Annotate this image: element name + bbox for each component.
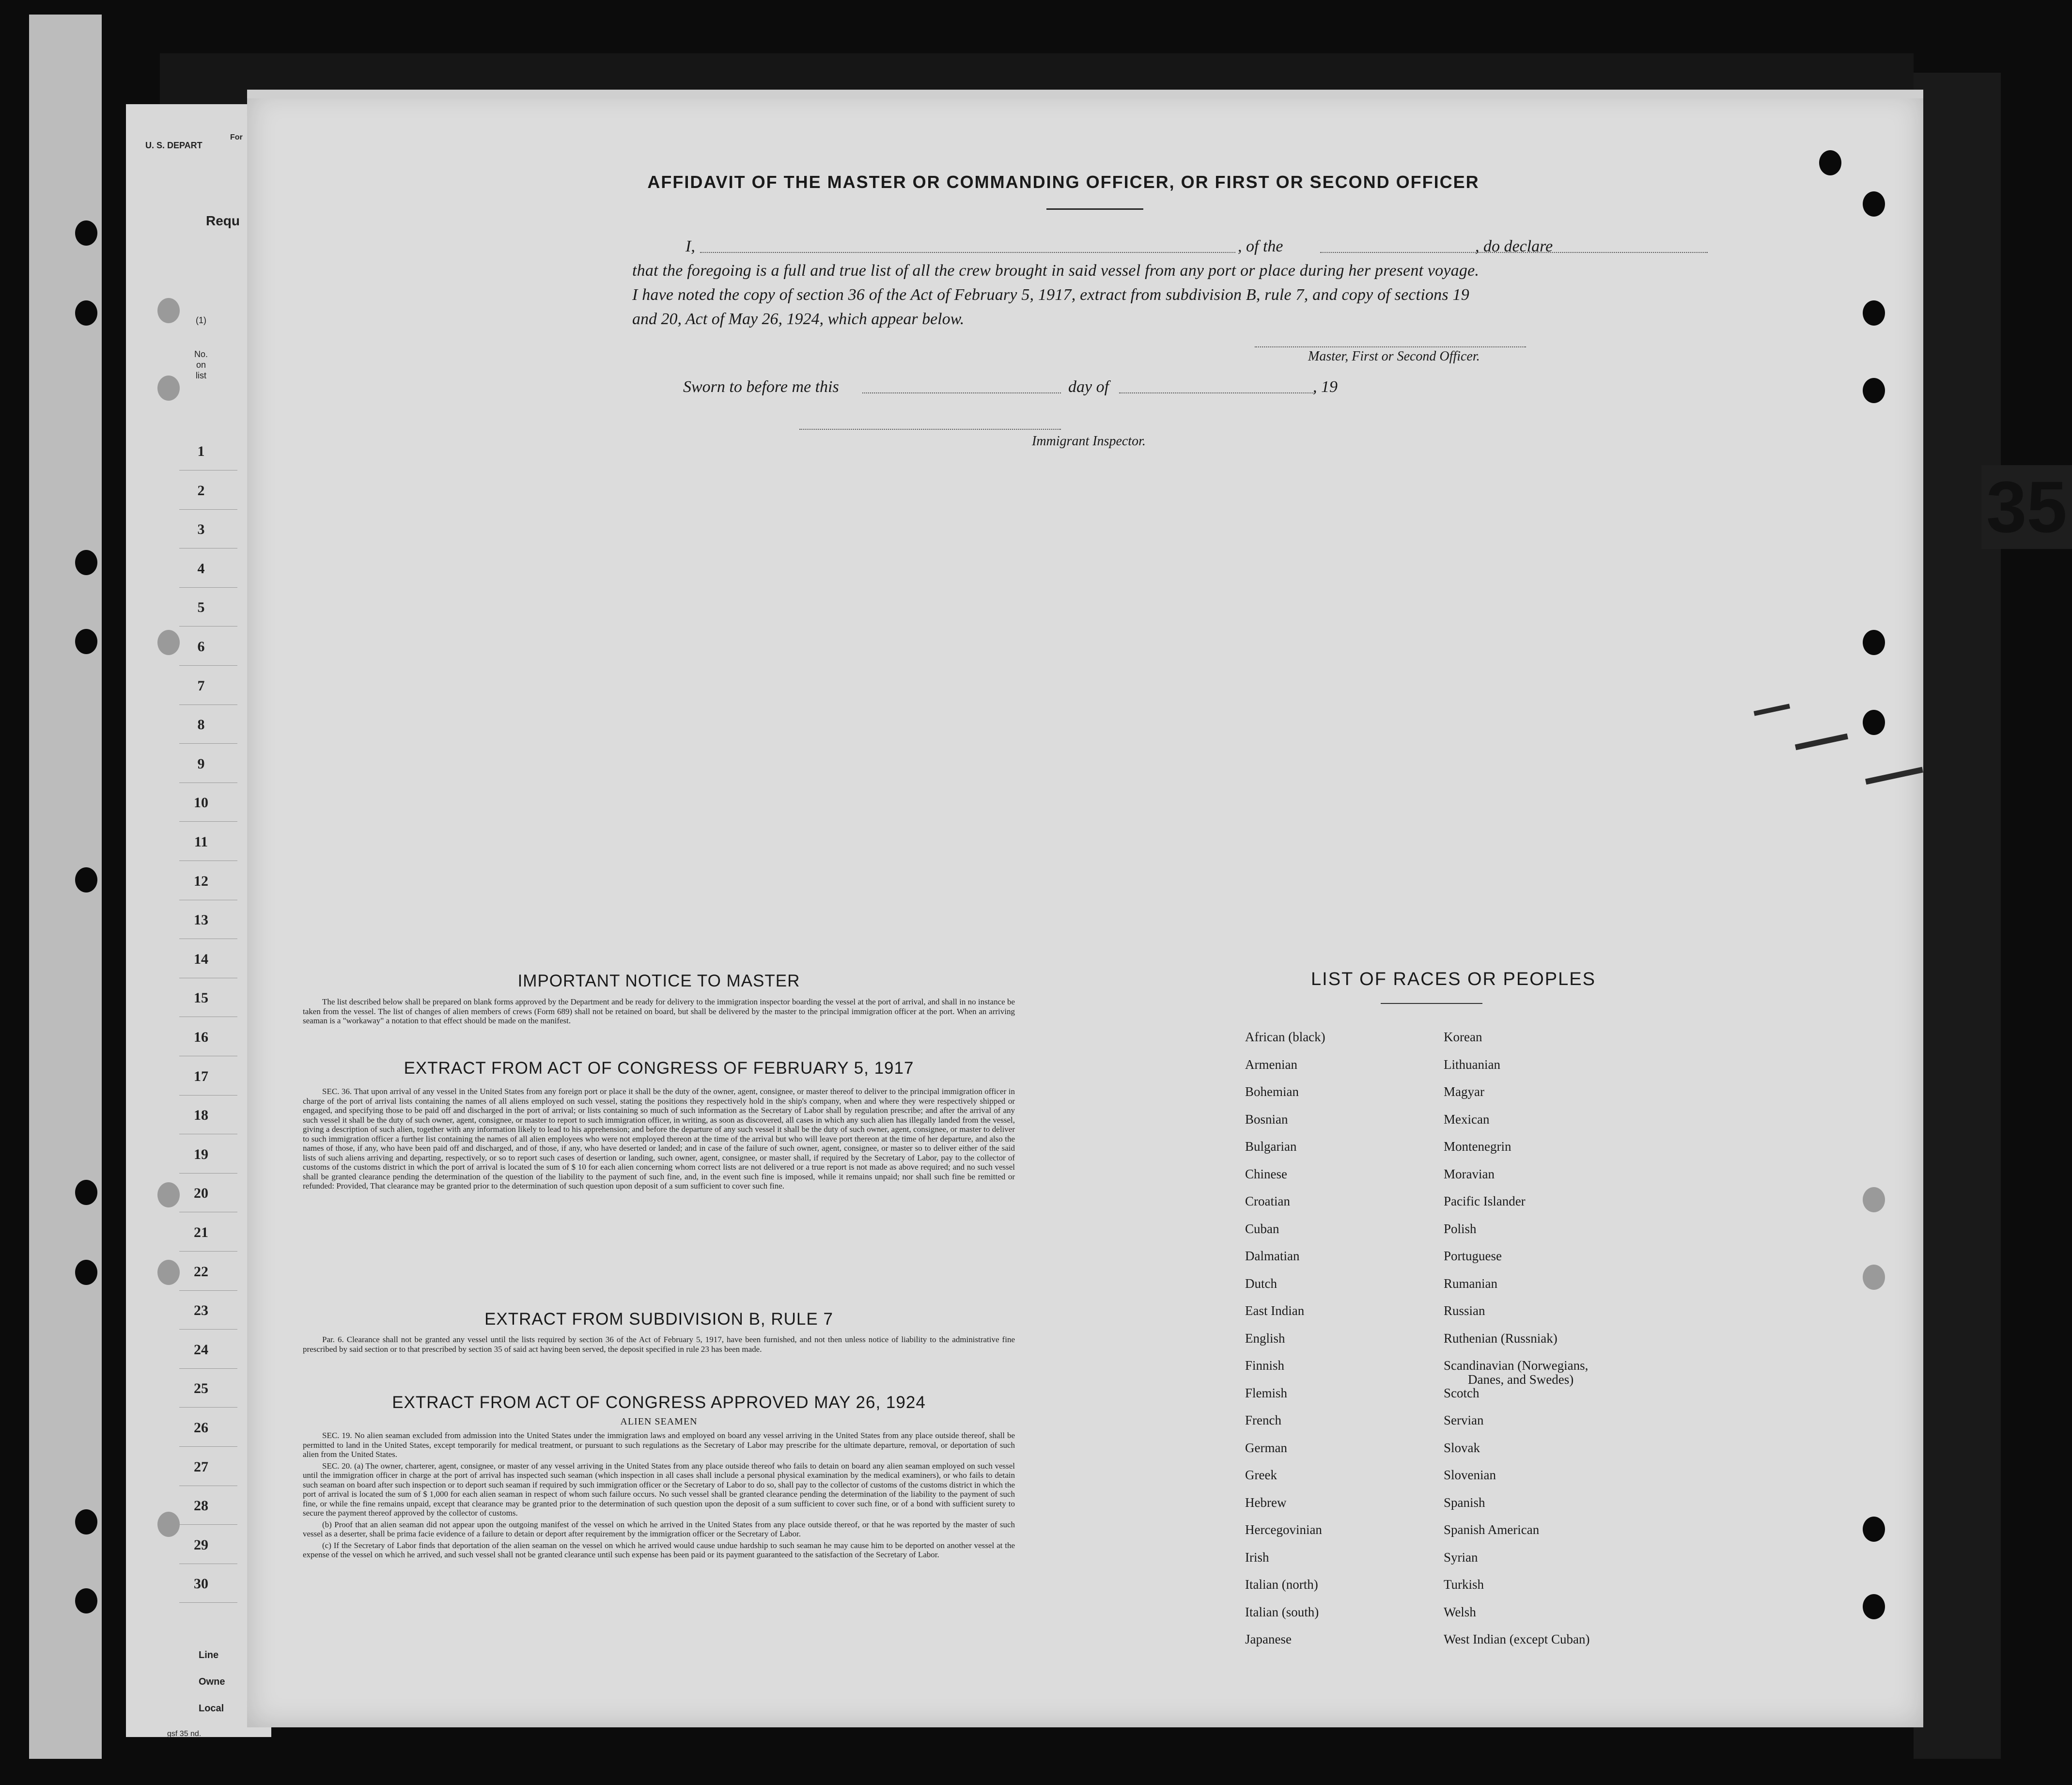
underlay-row-number: 8 bbox=[197, 717, 205, 733]
extract-1924-paragraph: SEC. 20. (a) The owner, charterer, agent, consignee, or master of any vessel arriving in the United States from any place outside thereof who fails to detain on board any alien seaman employed on such vessel until the immigration officer in charge at the port of arrival has inspected such seaman (which inspection in all cases shall include a personal physical examination by the medical examiners), or who fails to detain such seaman on board after such inspection or to deport such seaman if required by such immigration officer or the Secretary of Labor to do so, shall pay to the collector of customs of the customs district in which the port of arrival is located the sum of $ 1,000 for each alien seaman in respect of whom such failure occurs. No such vessel shall be granted clearance pending the determination of the liability to the payment of such fine, or while the fine remains unpaid, except that clearance may be granted prior to the determination of such question upon the deposit of a sum sufficient to cover such fine, or of a bond with sufficient surety to secure the payment thereof approved by the collector of customs. bbox=[303, 1461, 1015, 1518]
underlay-row-number: 14 bbox=[194, 951, 208, 967]
underlay-row-line bbox=[179, 509, 237, 510]
race-item: Finnish bbox=[1245, 1358, 1285, 1373]
binder-hole bbox=[1863, 1265, 1885, 1290]
binder-hole bbox=[75, 550, 97, 575]
race-item: Ruthenian (Russniak) bbox=[1444, 1331, 1558, 1346]
binder-hole bbox=[1863, 1517, 1885, 1542]
race-item: Dutch bbox=[1245, 1276, 1277, 1291]
underlay-col-number: (1) bbox=[196, 315, 206, 325]
race-item: Italian (south) bbox=[1245, 1604, 1319, 1619]
extract-rule7-title: EXTRACT FROM SUBDIVISION B, RULE 7 bbox=[484, 1310, 833, 1329]
binder-hole bbox=[1863, 1594, 1885, 1619]
underlay-row-line bbox=[179, 1251, 237, 1252]
race-item: Japanese bbox=[1245, 1632, 1292, 1646]
month-blank[interactable] bbox=[1119, 392, 1315, 393]
races-title: LIST OF RACES OR PEOPLES bbox=[1311, 969, 1596, 989]
notice-paragraph: The list described below shall be prepared on blank forms approved by the Department and be ready for delivery to the immigration inspector boarding the vessel at the port of arrival, and shall in no instance be taken from the vessel. The list of changes of alien members of crews (Form 689) shall not be retained on board, but shall be delivered by the master to the principal immigration officer at the port. When an arriving seaman is a "workaway" a notation to that effect should be made on the manifest. bbox=[303, 997, 1015, 1025]
underlay-footer-label: Line bbox=[199, 1650, 219, 1660]
extract-1924-paragraph: (b) Proof that an alien seaman did not appear upon the outgoing manifest of the vessel on which he arrived in the United States from any place outside thereof, or that he was reported by the master of such vessel as a deserter, shall be prima facie evidence of a failure to detain or deport after requirement by the immigration officer or the Secretary of Labor. bbox=[303, 1519, 1015, 1538]
underlay-row-number: 28 bbox=[194, 1498, 208, 1514]
binder-hole bbox=[75, 1180, 97, 1205]
ink-smudge bbox=[1754, 704, 1790, 716]
extract-1924-subtitle: ALIEN SEAMEN bbox=[620, 1416, 698, 1427]
affidavit-title: AFFIDAVIT OF THE MASTER OR COMMANDING OFFICER, OR FIRST OR SECOND OFFICER bbox=[647, 172, 1480, 192]
race-item: Dalmatian bbox=[1245, 1249, 1300, 1263]
race-item: French bbox=[1245, 1413, 1281, 1427]
binder-hole bbox=[157, 1182, 180, 1207]
sworn-label: Sworn to before me this bbox=[683, 378, 839, 396]
race-item: Slovenian bbox=[1444, 1468, 1496, 1482]
underlay-row-number: 22 bbox=[194, 1263, 208, 1280]
extract-rule7-paragraph: Par. 6. Clearance shall not be granted any vessel until the lists required by section 36 of the Act of February 5, 1917, have been furnished, and not then unless notice of liability to the administrative fine prescribed by said section or to that prescribed by section 35 of said act having been served, the deposit specified in rule 23 has been made. bbox=[303, 1335, 1015, 1354]
binder-hole bbox=[157, 1512, 180, 1537]
notice-title: IMPORTANT NOTICE TO MASTER bbox=[517, 971, 800, 990]
binder-hole bbox=[157, 376, 180, 401]
underlay-row-number: 13 bbox=[194, 912, 208, 928]
affidavit-line-2: that the foregoing is a full and true list of all the crew brought in said vessel from any port or place during her present voyage. bbox=[632, 262, 1480, 280]
underlay-row-number: 2 bbox=[197, 482, 205, 499]
race-item: Turkish bbox=[1444, 1577, 1484, 1592]
binder-hole bbox=[157, 1260, 180, 1285]
underlay-row-line bbox=[179, 1368, 237, 1369]
day-blank[interactable] bbox=[862, 392, 1061, 393]
extract-1917-body bbox=[303, 1087, 1015, 1193]
race-item: Servian bbox=[1444, 1413, 1484, 1427]
race-item: Lithuanian bbox=[1444, 1057, 1500, 1072]
underlay-row-number: 3 bbox=[197, 521, 205, 538]
race-item: Syrian bbox=[1444, 1550, 1478, 1565]
race-item: Korean bbox=[1444, 1030, 1482, 1044]
underlay-row-number: 21 bbox=[194, 1224, 208, 1240]
race-item: Italian (north) bbox=[1245, 1577, 1318, 1592]
race-item: Polish bbox=[1444, 1221, 1477, 1236]
affidavit-of-the: , of the bbox=[1238, 237, 1283, 255]
race-item: Flemish bbox=[1245, 1385, 1288, 1400]
race-item: Mexican bbox=[1444, 1112, 1490, 1127]
binder-hole bbox=[1863, 710, 1885, 735]
extract-1924-body bbox=[303, 1431, 1015, 1562]
binder-hole bbox=[1863, 300, 1885, 326]
notice-body bbox=[303, 997, 1015, 1028]
extract-rule7-body bbox=[303, 1335, 1015, 1356]
binder-hole bbox=[1863, 191, 1885, 217]
underlay-row-number: 11 bbox=[194, 834, 208, 850]
race-item: Greek bbox=[1245, 1468, 1277, 1482]
race-item: Cuban bbox=[1245, 1221, 1279, 1236]
binder-hole bbox=[157, 298, 180, 323]
underlay-row-number: 24 bbox=[194, 1341, 208, 1358]
race-item: Portuguese bbox=[1444, 1249, 1502, 1263]
underlay-row-line bbox=[179, 821, 237, 822]
race-item: Slovak bbox=[1444, 1440, 1480, 1455]
binder-hole bbox=[75, 1509, 97, 1534]
race-item: Spanish bbox=[1444, 1495, 1485, 1510]
underlay-row-number: 26 bbox=[194, 1420, 208, 1436]
master-signature-blank[interactable] bbox=[1255, 346, 1526, 347]
underlay-header-form: For bbox=[230, 133, 243, 141]
race-item: Scandinavian (Norwegians, bbox=[1444, 1358, 1589, 1373]
race-item: Magyar bbox=[1444, 1084, 1484, 1099]
underlay-row-number: 15 bbox=[194, 990, 208, 1006]
underlay-row-line bbox=[179, 1446, 237, 1447]
underlay-footer-label: Local bbox=[199, 1703, 224, 1714]
printer-mark: gsf 35 nd. bbox=[167, 1730, 202, 1738]
underlay-row-number: 7 bbox=[197, 677, 205, 694]
underlay-row-number: 6 bbox=[197, 639, 205, 655]
underlay-row-number: 10 bbox=[194, 795, 208, 811]
underlay-row-number: 1 bbox=[197, 443, 205, 459]
extract-1924-title: EXTRACT FROM ACT OF CONGRESS APPROVED MAY 26, 1924 bbox=[392, 1393, 926, 1412]
right-edge-shadow bbox=[1914, 73, 2001, 1759]
race-item: German bbox=[1245, 1440, 1287, 1455]
underlay-row-number: 27 bbox=[194, 1458, 208, 1475]
underlay-row-number: 23 bbox=[194, 1302, 208, 1319]
underlay-row-line bbox=[179, 1290, 237, 1291]
underlay-row-line bbox=[179, 1602, 237, 1603]
inspector-label: Immigrant Inspector. bbox=[1032, 434, 1146, 449]
extract-1924-paragraph: (c) If the Secretary of Labor finds that deportation of the alien seaman on the vessel on which he arrived would cause undue hardship to such seaman he may cause him to be deported on another vessel at the expense of the vessel on which he arrived, and such vessel shall not be granted clearance until such expense has been paid or its payment guaranteed to the satisfaction of the Secretary of Labor. bbox=[303, 1540, 1015, 1559]
binder-hole bbox=[75, 1260, 97, 1285]
race-item: Hebrew bbox=[1245, 1495, 1287, 1510]
day-of-label: day of bbox=[1068, 378, 1109, 396]
underlay-col-label: No. on list bbox=[194, 349, 208, 380]
affidavit-i: I, bbox=[685, 237, 695, 255]
underlay-row-line bbox=[179, 665, 237, 666]
race-item: Montenegrin bbox=[1444, 1139, 1511, 1154]
race-item: Russian bbox=[1444, 1303, 1485, 1318]
race-item: Rumanian bbox=[1444, 1276, 1497, 1291]
race-item: Bulgarian bbox=[1245, 1139, 1297, 1154]
race-item: Moravian bbox=[1444, 1166, 1495, 1181]
race-item: English bbox=[1245, 1331, 1285, 1346]
ink-smudge bbox=[1865, 767, 1923, 785]
affidavit-declare: , do declare bbox=[1475, 237, 1553, 255]
race-item: Bohemian bbox=[1245, 1084, 1299, 1099]
underlay-row-number: 12 bbox=[194, 873, 208, 889]
master-signature-label: Master, First or Second Officer. bbox=[1308, 349, 1480, 364]
binder-hole bbox=[75, 300, 97, 326]
underlay-row-number: 20 bbox=[194, 1185, 208, 1202]
page-edge bbox=[247, 90, 1923, 98]
binder-hole bbox=[75, 629, 97, 654]
underlay-row-number: 5 bbox=[197, 599, 205, 616]
underlay-row-number: 25 bbox=[194, 1380, 208, 1397]
race-item: Pacific Islander bbox=[1444, 1194, 1526, 1208]
underlay-row-number: 30 bbox=[194, 1576, 208, 1592]
race-item: Chinese bbox=[1245, 1166, 1287, 1181]
underlay-row-number: 18 bbox=[194, 1107, 208, 1124]
extract-1924-paragraph: SEC. 19. No alien seaman excluded from admission into the United States under the immigration laws and employed on board any vessel arriving in the United States from any place outside thereof, shall be permitted to land in the United States, except temporarily for medical treatment, or pursuant to such regulations as the Secretary of Labor may prescribe for the ultimate departure, removal, or deportation of such alien from the United States. bbox=[303, 1431, 1015, 1459]
binder-hole bbox=[1863, 1187, 1885, 1212]
affidavit-line-3: I have noted the copy of section 36 of the Act of February 5, 1917, extract from subdivision B, rule 7, and copy of sections 19 bbox=[632, 286, 1469, 304]
race-item: East Indian bbox=[1245, 1303, 1305, 1318]
race-item: Irish bbox=[1245, 1550, 1269, 1565]
underlay-row-number: 17 bbox=[194, 1068, 208, 1084]
underlay-row-number: 16 bbox=[194, 1029, 208, 1045]
extract-1917-paragraph: SEC. 36. That upon arrival of any vessel in the United States from any foreign port or place it shall be the duty of the owner, agent, consignee, or master thereof to deliver to the principal immigration officer in charge of the port of arrival lists containing the names of all aliens employed on such vessel, stating the positions they respectively hold in the ship's company, when and where they were respectively shipped or engaged, and specifying those to be paid off and discharged in the port of arrival; or lists containing so much of such information as the Secretary of Labor shall by regulation prescribe; and after the arrival of any such vessel it shall be the duty of such owner, agent, consignee, or master to report to such immigration officer, in writing, as soon as discovered, all cases in which any such alien has illegally landed from the vessel, giving a description of such alien, together with any information likely to lead to his apprehension; and before the departure of any such vessel it shall be the duty of such owner, agent, consignee, or master to deliver to such immigration officer a further list containing the names of all alien employees who were not employed thereon at the time of the arrival but who will leave port thereon at the time of her departure, and also the names of those, if any, who have been paid off and discharged, and of those, if any, who have deserted or landed; and in case of the failure of such owner, agent, consignee, or master so to deliver either of the said lists of such aliens arriving and departing, respectively, or so to report such cases of desertion or landing, such owner, agent, consignee, or master shall, if required by the Secretary of Labor, pay to the collector of customs of the customs district in which the port of arrival is located the sum of $ 10 for each alien concerning whom correct lists are not delivered or a true report is not made as above required; and no such vessel shall be granted clearance pending the determination of the question of the liability to the payment of such fine, and, in the event such fine is imposed, while it remains unpaid; nor shall such fine be remitted or refunded: Provided, That clearance may be granted prior to the determination of such question upon deposit of a sum sufficient to cover such fine. bbox=[303, 1087, 1015, 1190]
binder-hole bbox=[75, 867, 97, 892]
underlay-row-line bbox=[179, 587, 237, 588]
underlay-header: U. S. DEPART bbox=[145, 141, 203, 150]
margin-number: 35 bbox=[1981, 465, 2072, 549]
race-item: Croatian bbox=[1245, 1194, 1290, 1208]
underlay-row-number: 29 bbox=[194, 1536, 208, 1553]
name-blank[interactable] bbox=[700, 252, 1235, 253]
underlay-row-number: 4 bbox=[197, 560, 205, 577]
underlay-footer-label: Owne bbox=[199, 1676, 225, 1687]
underlay-row-line bbox=[179, 1407, 237, 1408]
binder-hole bbox=[157, 630, 180, 655]
underlay-row-line bbox=[179, 1173, 237, 1174]
race-item: Bosnian bbox=[1245, 1112, 1288, 1127]
underlay-request-label: Requ bbox=[206, 213, 240, 228]
ink-smudge bbox=[1795, 734, 1848, 751]
title-rule bbox=[1046, 208, 1143, 210]
underlay-row-number: 9 bbox=[197, 755, 205, 772]
underlay-row-number: 19 bbox=[194, 1146, 208, 1162]
binder-hole bbox=[1863, 378, 1885, 403]
underlay-row-line bbox=[179, 1095, 237, 1096]
binder-hole bbox=[75, 1588, 97, 1613]
race-item: Danes, and Swedes) bbox=[1468, 1372, 1574, 1387]
race-item: African (black) bbox=[1245, 1030, 1325, 1044]
race-item: Welsh bbox=[1444, 1604, 1476, 1619]
race-item: Scotch bbox=[1444, 1385, 1480, 1400]
binder-hole bbox=[75, 220, 97, 246]
affidavit-page bbox=[247, 90, 1923, 1727]
underlay-row-line bbox=[179, 1524, 237, 1525]
binder-hole bbox=[1819, 150, 1841, 175]
races-rule bbox=[1381, 1003, 1482, 1004]
underlay-row-line bbox=[179, 743, 237, 744]
binder-hole bbox=[1863, 630, 1885, 655]
extract-1917-title: EXTRACT FROM ACT OF CONGRESS OF FEBRUARY 5, 1917 bbox=[404, 1059, 914, 1078]
affidavit-line-4: and 20, Act of May 26, 1924, which appear below. bbox=[632, 310, 965, 328]
inspector-signature-blank[interactable] bbox=[799, 429, 1061, 430]
year-label: , 19 bbox=[1313, 378, 1338, 396]
race-item: Hercegovinian bbox=[1245, 1522, 1322, 1537]
race-item: West Indian (except Cuban) bbox=[1444, 1632, 1590, 1646]
underlay-row-line bbox=[179, 1329, 237, 1330]
race-item: Armenian bbox=[1245, 1057, 1297, 1072]
race-item: Spanish American bbox=[1444, 1522, 1540, 1537]
